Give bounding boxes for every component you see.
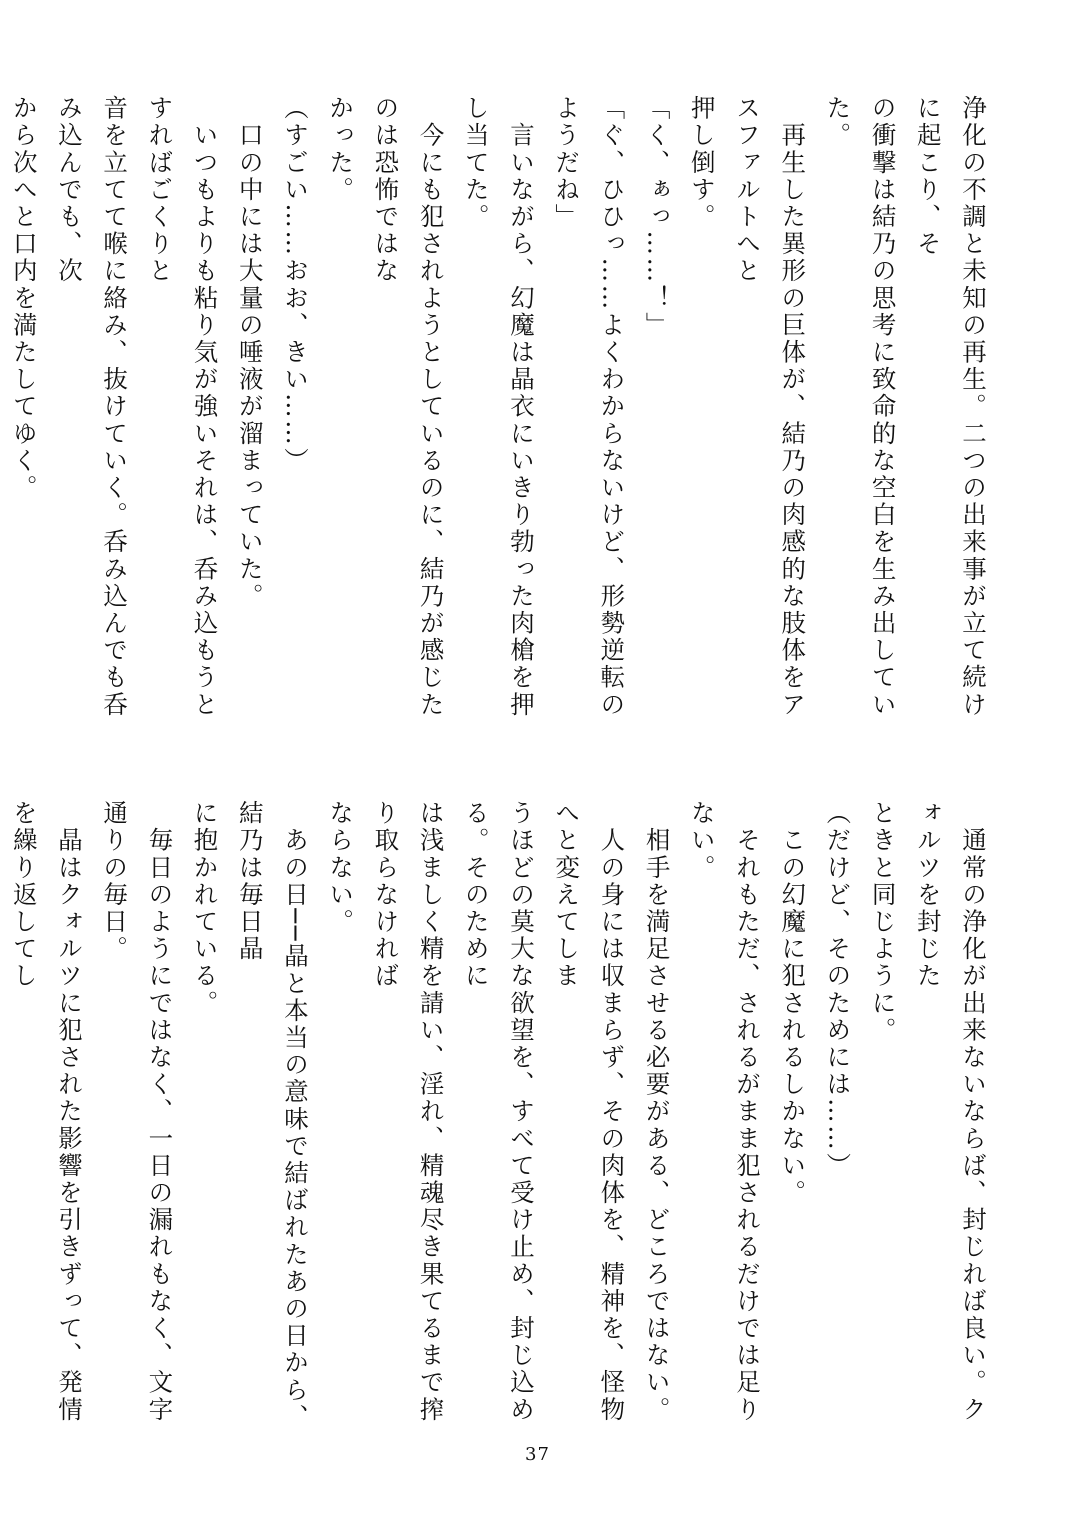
text-line: この幻魔に犯されるしかない。 [778, 800, 808, 1207]
text-line: は浅ましく精を請い、淫れ、精魂尽き果てるまで搾り取らなければ [371, 800, 446, 1424]
text-line: 口の中には大量の唾液が溜まっていた。 [235, 95, 265, 610]
text-line: かった。 [326, 95, 356, 204]
text-line: 相手を満足させる必要がある、どころではない。 [642, 800, 672, 1424]
text-line: 毎日のようにではなく、一日の漏れもなく、文字通りの毎日。 [100, 800, 175, 1424]
text-line: 言いながら、幻魔は晶衣にいきり勃った肉槍を押し当てた。 [461, 95, 536, 719]
text-line [0, 800, 2, 1440]
text-line: 音を立てて喉に絡み、抜けていく。呑み込んでも呑み込んでも、次 [54, 95, 130, 719]
text-block-bottom [9, 800, 996, 1440]
text-line: いつもよりも粘り気が強いそれは、呑み込もうとすればごくりと [145, 95, 220, 719]
text-block-top [9, 95, 996, 735]
text-line: ならない。 [326, 800, 356, 936]
text-line: 「ぐ、ひひっ……よくわからないけど、形勢逆転のようだね」 [552, 95, 627, 719]
text-line: の衝撃は結乃の思考に致命的な空白を生み出していた。 [823, 95, 898, 719]
text-line: から次へと口内を満たしてゆく。 [9, 95, 39, 502]
text-line: （だけど、そのためには……） [823, 800, 853, 1180]
text-line: 人の身には収まらず、その肉体を、精神を、怪物へと変えてしま [552, 800, 627, 1424]
text-line: あの日──晶と本当の意味で結ばれたあの日から、結乃は毎日晶 [235, 800, 310, 1431]
text-line: ときと同じように。 [868, 800, 898, 1044]
text-line: 今にも犯されようとしているのに、結乃が感じたのは恐怖ではな [371, 95, 446, 719]
text-line: 押し倒す。 [687, 95, 717, 231]
text-line: 「く、ぁっ……！」 [642, 95, 672, 339]
text-line: 通常の浄化が出来ないならば、封じれば良い。クォルツを封じた [913, 800, 988, 1424]
text-line: 浄化の不調と未知の再生。二つの出来事が立て続けに起こり、そ [913, 95, 988, 719]
text-line: （すごい……おお、きい……） [280, 95, 310, 475]
text-line: 晶はクォルツに犯された影響を引きずって、発情を繰り返してし [9, 800, 84, 1424]
text-line: に抱かれている。 [190, 800, 220, 1017]
text-line: 再生した異形の巨体が、結乃の肉感的な肢体をアスファルトへと [732, 95, 808, 719]
text-line: うほどの莫大な欲望を、すべて受け止め、封じ込める。そのために [461, 800, 536, 1424]
text-line: それもただ、されるがまま犯されるだけでは足りない。 [687, 800, 762, 1424]
page-number: 37 [525, 1444, 550, 1465]
